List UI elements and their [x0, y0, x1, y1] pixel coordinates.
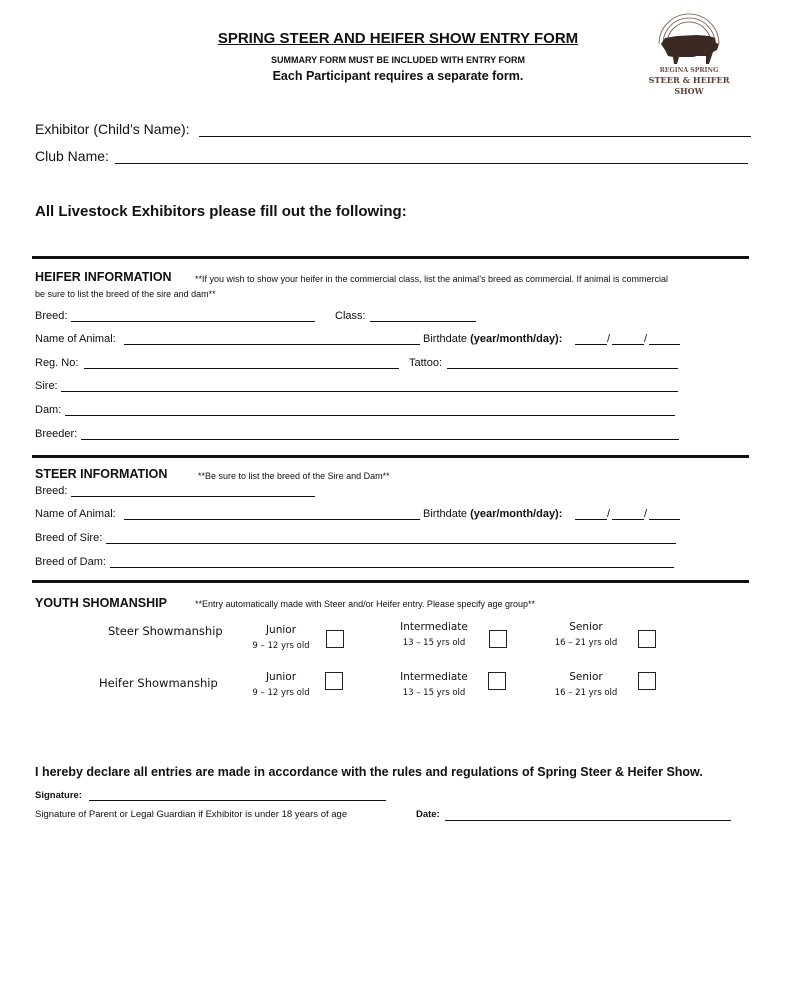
- age-group-name: Intermediate: [400, 621, 468, 633]
- steer-dam-breed-field[interactable]: [110, 567, 674, 568]
- heifer-sire-label: Sire:: [35, 380, 58, 392]
- age-range: 13 – 15 yrs old: [402, 688, 466, 698]
- participant-note: Each Participant requires a separate form.: [272, 69, 524, 83]
- signature-field[interactable]: [89, 800, 386, 801]
- date-label: Date:: [416, 809, 440, 820]
- declaration-text: I hereby declare all entries are made in accordance with the rules and regulations of Spring Steer & Heifer Show.: [35, 765, 703, 779]
- heifer-breeder-label: Breeder:: [35, 428, 78, 440]
- steer-sire-breed-field[interactable]: [106, 543, 676, 544]
- section-divider: [32, 580, 749, 583]
- heifer-breed-field[interactable]: [71, 321, 315, 322]
- heifer-breeder-field[interactable]: [81, 439, 679, 440]
- cow-icon: [661, 35, 719, 64]
- section-divider: [32, 256, 749, 259]
- steer-intermediate-checkbox[interactable]: [489, 630, 507, 648]
- steer-birthdate-label: Birthdate (year/month/day):: [423, 508, 563, 520]
- age-group-name: Junior: [265, 671, 297, 683]
- exhibitor-name-field[interactable]: [199, 136, 751, 137]
- steer-name-field[interactable]: [124, 519, 420, 520]
- age-range: 13 – 15 yrs old: [402, 638, 466, 648]
- heifer-birth-month-field[interactable]: [612, 344, 644, 345]
- section-divider: [32, 455, 749, 458]
- signature-label: Signature:: [35, 790, 82, 801]
- steer-junior-checkbox[interactable]: [326, 630, 344, 648]
- steer-breed-field[interactable]: [71, 496, 315, 497]
- heifer-reg-field[interactable]: [84, 368, 399, 369]
- heifer-tattoo-field[interactable]: [447, 368, 678, 369]
- heifer-birthdate-label: Birthdate (year/month/day):: [423, 333, 563, 345]
- steer-birth-day-field[interactable]: [649, 519, 680, 520]
- heifer-note-line1: **If you wish to show your heifer in the commercial class, list the animal’s breed as commercial. If animal is commercial: [195, 274, 669, 284]
- guardian-note: Signature of Parent or Legal Guardian if Exhibitor is under 18 years of age: [35, 809, 348, 820]
- heifer-breed-label: Breed:: [35, 310, 68, 322]
- age-group-name: Senior: [569, 671, 603, 683]
- steer-senior-checkbox[interactable]: [638, 630, 656, 648]
- steer-birth-month-field[interactable]: [612, 519, 644, 520]
- steer-sire-breed-label: Breed of Sire:: [35, 532, 103, 544]
- steer-name-label: Name of Animal:: [35, 508, 116, 520]
- steer-breed-label: Breed:: [35, 485, 68, 497]
- showmanship-row-label: Steer Showmanship: [108, 624, 223, 638]
- club-label: Club Name:: [35, 148, 109, 164]
- heifer-name-field[interactable]: [124, 344, 420, 345]
- heifer-reg-label: Reg. No:: [35, 357, 79, 369]
- heifer-dam-label: Dam:: [35, 404, 62, 416]
- steer-dam-breed-label: Breed of Dam:: [35, 556, 106, 568]
- club-name-field[interactable]: [115, 163, 748, 164]
- youth-note: **Entry automatically made with Steer and/or Heifer entry. Please specify age group**: [195, 599, 536, 609]
- form-title: SPRING STEER AND HEIFER SHOW ENTRY FORM: [217, 30, 579, 47]
- age-range: 16 – 21 yrs old: [554, 688, 618, 698]
- heifer-class-field[interactable]: [370, 321, 476, 322]
- steer-note: **Be sure to list the breed of the Sire and Dam**: [198, 471, 390, 481]
- svg-text:REGINA SPRING: REGINA SPRING: [659, 67, 719, 74]
- heifer-tattoo-label: Tattoo:: [409, 357, 443, 369]
- youth-section-title: YOUTH SHOMANSHIP: [35, 596, 167, 610]
- heifer-intermediate-checkbox[interactable]: [488, 672, 506, 690]
- heifer-sire-field[interactable]: [61, 391, 678, 392]
- heifer-birth-day-field[interactable]: [649, 344, 680, 345]
- heifer-section-title: HEIFER INFORMATION: [35, 270, 172, 284]
- steer-section-title: STEER INFORMATION: [35, 467, 168, 481]
- heifer-note-line2: be sure to list the breed of the sire and dam**: [35, 289, 216, 299]
- showmanship-row-label: Heifer Showmanship: [99, 676, 218, 690]
- heifer-junior-checkbox[interactable]: [325, 672, 343, 690]
- heifer-senior-checkbox[interactable]: [638, 672, 656, 690]
- age-group-name: Intermediate: [400, 671, 468, 683]
- age-range: 16 – 21 yrs old: [554, 638, 618, 648]
- heifer-dam-field[interactable]: [65, 415, 675, 416]
- heifer-class-label: Class:: [335, 310, 366, 322]
- steer-birth-year-field[interactable]: [575, 519, 607, 520]
- svg-text:SHOW: SHOW: [674, 86, 704, 96]
- livestock-instruction: All Livestock Exhibitors please fill out the following:: [35, 203, 407, 220]
- age-group-name: Senior: [569, 621, 603, 633]
- age-group-name: Junior: [265, 624, 297, 636]
- exhibitor-label: Exhibitor (Child’s Name):: [35, 121, 190, 137]
- svg-text:STEER & HEIFER: STEER & HEIFER: [648, 75, 730, 85]
- age-range: 9 – 12 yrs old: [252, 688, 310, 698]
- heifer-name-label: Name of Animal:: [35, 333, 116, 345]
- summary-note: SUMMARY FORM MUST BE INCLUDED WITH ENTRY FORM: [271, 55, 525, 65]
- heifer-birth-year-field[interactable]: [575, 344, 607, 345]
- age-range: 9 – 12 yrs old: [252, 641, 310, 651]
- show-logo: [648, 14, 730, 98]
- date-field[interactable]: [445, 820, 731, 821]
